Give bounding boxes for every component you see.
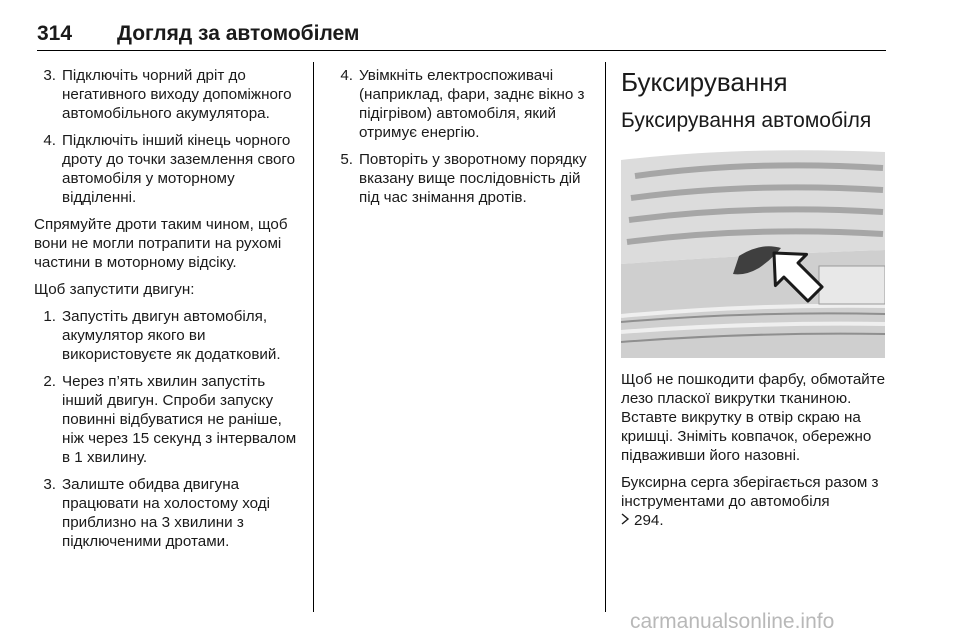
step-text: Повторіть у зворотному порядку вказану вище послідовність дій під час знімання дротів. (359, 151, 587, 206)
list-item (34, 131, 300, 207)
paragraph (621, 473, 889, 530)
list-item (34, 372, 300, 467)
step-number: 3. (43, 476, 56, 493)
column-1 (34, 66, 300, 559)
steps-list-c (331, 66, 597, 207)
list-item (331, 66, 597, 142)
column-divider-1 (313, 62, 314, 612)
page-header (37, 22, 886, 51)
column-2 (331, 66, 597, 215)
paragraph-text: Буксирна серга зберігається разом з інструментами до автомобіля (621, 474, 879, 510)
step-text: Через п’ять хвилин запустіть інший двигун. Спроби запуску повинні відбуватися не раніше, ніж через 15 секунд з інтервалом в 1 хвилину. (62, 373, 297, 466)
list-item (331, 150, 597, 207)
step-text: Увімкніть електроспоживачі (наприклад, фари, заднє вікно з підігрівом) автомобіля, який отримує енергію. (359, 67, 585, 141)
paragraph: Щоб не пошкодити фарбу, обмотайте лезо пласкої викрутки тканиною. Вставте викрутку в отвір скраю на кришці. Зніміть ковпачок, обережно підваживши його назовні. (621, 371, 886, 464)
step-number: 2. (43, 373, 56, 390)
page-reference[interactable]: 294. (634, 512, 664, 529)
page-number: 314 (37, 22, 73, 45)
section-subheading: Буксирування автомобіля (621, 109, 872, 132)
step-number: 1. (43, 308, 56, 325)
list-item (34, 307, 300, 364)
step-number: 4. (43, 132, 56, 149)
step-number: 5. (340, 151, 353, 168)
step-text: Запустіть двигун автомобіля, акумулятор якого ви використовуєте як додатковий. (62, 308, 281, 363)
step-number: 4. (340, 67, 353, 84)
watermark: carmanualsonline.info (630, 610, 835, 633)
paragraph: Щоб запустити двигун: (34, 281, 195, 298)
steps-list-b (34, 307, 300, 551)
page-title: Догляд за автомобілем (117, 22, 360, 45)
section-heading: Буксирування (621, 67, 788, 97)
step-text: Залиште обидва двигуна працювати на холостому ході приблизно на 3 хвилини з підключеними дротами. (62, 476, 270, 550)
step-text: Підключіть чорний дріт до негативного виходу допоміжного автомобільного акумулятора. (62, 67, 292, 122)
step-number: 3. (43, 67, 56, 84)
paragraph: Спрямуйте дроти таким чином, щоб вони не могли потрапити на рухомі частини в моторному відсіку. (34, 216, 288, 271)
towing-eye-cover-illustration (621, 146, 885, 358)
column-3 (621, 66, 889, 538)
column-divider-2 (605, 62, 606, 612)
step-text: Підключіть інший кінець чорного дроту до точки заземлення свого автомобіля у моторному відділенні. (62, 132, 296, 206)
list-item (34, 66, 300, 123)
steps-list-a (34, 66, 300, 207)
reference-arrow-icon (621, 511, 630, 530)
list-item (34, 475, 300, 551)
